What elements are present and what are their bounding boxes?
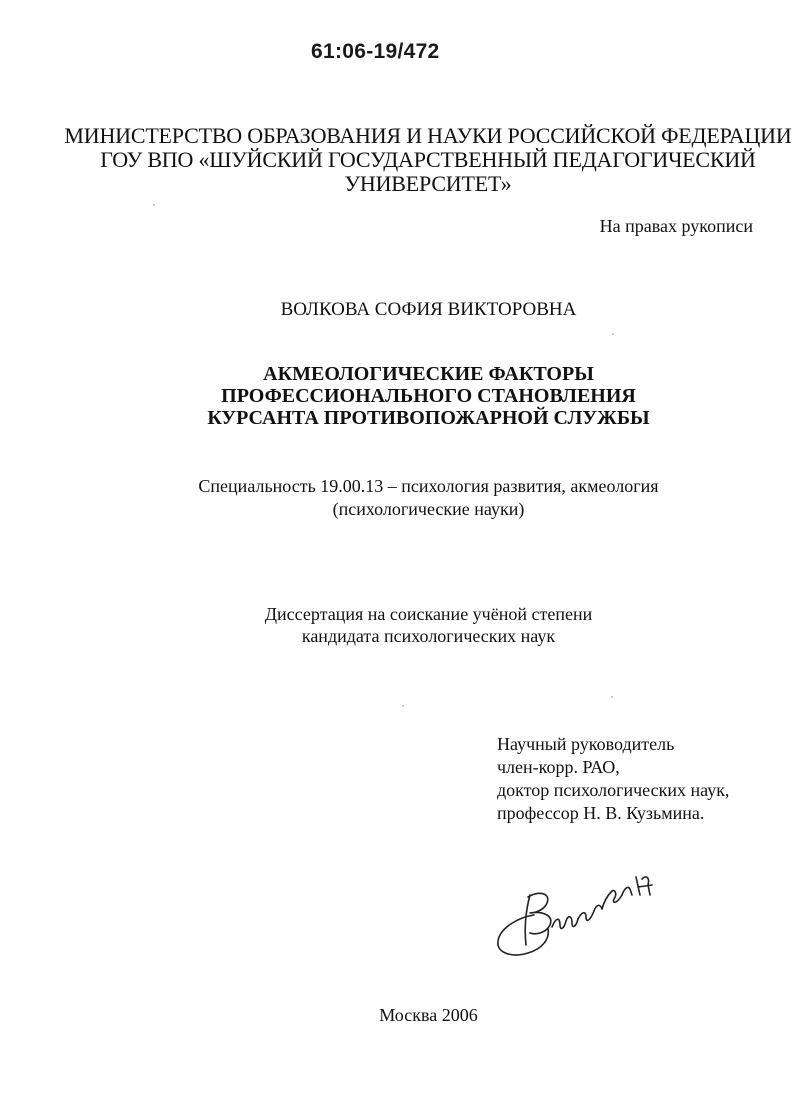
title-line: ПРОФЕССИОНАЛЬНОГО СТАНОВЛЕНИЯ <box>221 385 636 407</box>
advisor-line: Научный руководитель <box>497 734 675 754</box>
advisor-line: член-корр. РАО, <box>497 757 620 777</box>
signature-icon <box>490 855 660 960</box>
scan-speck <box>402 705 404 707</box>
dissertation-title <box>30 363 793 429</box>
organization-line: МИНИСТЕРСТВО ОБРАЗОВАНИЯ И НАУКИ РОССИЙСКОЙ ФЕДЕРАЦИИ <box>64 123 792 148</box>
author-name: ВОЛКОВА СОФИЯ ВИКТОРОВНА <box>280 299 577 320</box>
scan-speck <box>611 696 613 698</box>
degree-line: Диссертация на соискание учёной степени <box>264 604 593 624</box>
organization-line: УНИВЕРСИТЕТ» <box>344 171 512 196</box>
degree-block <box>30 603 793 647</box>
organization-header <box>30 124 793 196</box>
advisor-line: доктор психологических наук, <box>497 780 730 800</box>
scan-speck <box>153 204 155 206</box>
advisor-line: профессор Н. В. Кузьмина. <box>497 803 705 823</box>
organization-line: ГОУ ВПО «ШУЙСКИЙ ГОСУДАРСТВЕННЫЙ ПЕДАГОГИЧЕСКИЙ <box>100 147 756 172</box>
city-year: Москва 2006 <box>379 1005 478 1025</box>
manuscript-rights-note: На правах рукописи <box>599 216 753 236</box>
title-line: АКМЕОЛОГИЧЕСКИЕ ФАКТОРЫ <box>263 363 594 385</box>
catalog-number: 61:06-19/472 <box>311 40 440 63</box>
title-line: КУРСАНТА ПРОТИВОПОЖАРНОЙ СЛУЖБЫ <box>207 407 650 429</box>
specialty-line: (психологические науки) <box>332 499 525 519</box>
degree-line: кандидата психологических наук <box>301 626 556 646</box>
scientific-advisor <box>497 733 729 825</box>
specialty-block <box>30 475 793 521</box>
scan-speck <box>612 333 614 335</box>
specialty-line: Специальность 19.00.13 – психология развития, акмеология <box>198 476 659 496</box>
